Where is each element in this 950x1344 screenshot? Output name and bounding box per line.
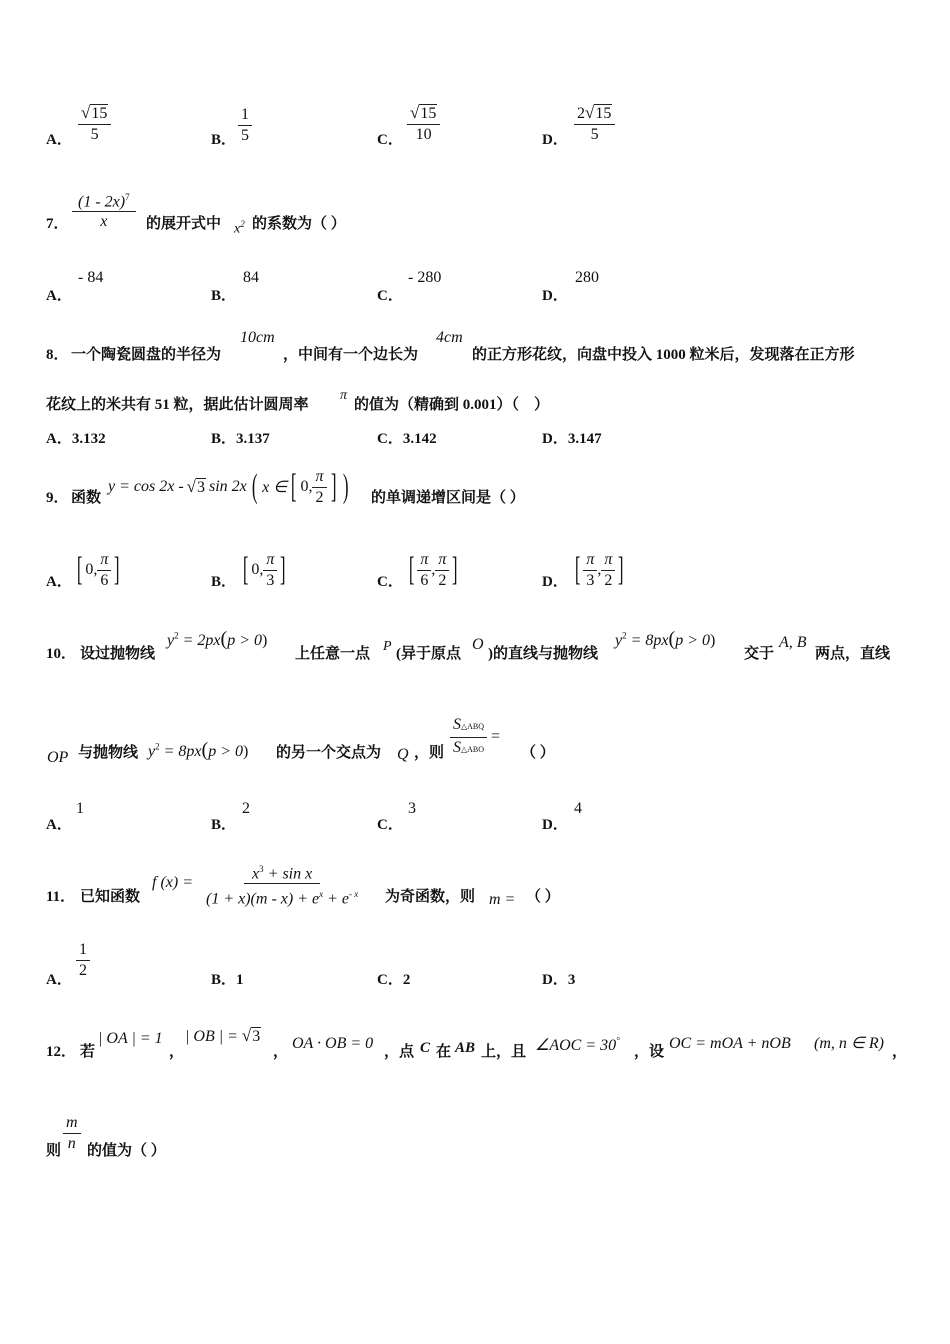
q12-text-2: ，点 — [384, 1044, 415, 1060]
q6-option-a-label: A． — [46, 132, 72, 148]
q12-text-6: 的值为（ ） — [87, 1143, 166, 1159]
q11-fx: f (x) = — [152, 874, 193, 891]
q12-ob: | OB | = √ 3 — [185, 1026, 261, 1045]
q10-point-q: Q — [397, 746, 409, 763]
q8-text-3: 的正方形花纹，向盘中投入 1000 粒米后，发现落在正方形 — [472, 347, 855, 363]
q12-text-1: 若 — [80, 1044, 96, 1060]
q7-option-a-value: - 84 — [78, 269, 104, 286]
q6-option-b-label: B． — [211, 132, 237, 148]
q12-angle: ∠AOC = 30° — [535, 1035, 620, 1054]
q6-option-b-value: $\frac{1}{5}$ — [238, 106, 252, 145]
q10-points-ab: A, B — [779, 634, 807, 651]
q6-option-c-value: √ 15 10 — [407, 104, 440, 144]
q12-comma-2: ， — [273, 1044, 289, 1060]
q8-line-2b: 的值为（精确到 0.001）（ ） — [354, 397, 550, 413]
q8-number: 8． — [46, 347, 69, 363]
q12-text-5: ，设 — [634, 1044, 665, 1060]
q6-option-d-value: 2 √ 15 5 — [574, 104, 615, 144]
q9-text-2: 的单调递增区间是（ ） — [371, 490, 525, 506]
q9-number: 9． — [46, 490, 69, 506]
q8-side: 4cm — [436, 329, 463, 346]
q10-option-a-label: A． — [46, 817, 72, 833]
q12-condition: (m, n ∈ R) — [814, 1035, 884, 1052]
q8-option-c: C．3.142 — [377, 431, 437, 447]
q6-option-d-label: D． — [542, 132, 568, 148]
q8-line-2a: 花纹上的米共有 51 粒，据此估计圆周率 — [46, 397, 309, 413]
q8-radius: 10cm — [240, 329, 275, 346]
q9-option-b-label: B． — [211, 574, 237, 590]
q9-option-b-value: [ 0, $\frac{\pi}{3}$ ] — [242, 550, 286, 589]
q11-option-a-value: $\frac{1}{2}$ — [76, 941, 90, 980]
q10-text-6: 两点，直线 — [815, 646, 891, 662]
q10-point-o: O — [472, 636, 484, 653]
q10-point-p: P — [383, 639, 392, 654]
q9-text-1: 函数 — [71, 490, 102, 506]
q10-option-b-label: B． — [211, 817, 237, 833]
q7-option-b-value: 84 — [243, 269, 259, 286]
q12-segment-ab: AB — [455, 1040, 476, 1056]
q8-option-b: B．3.137 — [211, 431, 270, 447]
q11-m: m = — [489, 891, 516, 908]
q12-point-c: C — [420, 1040, 431, 1056]
q7-option-b-label: B． — [211, 288, 237, 304]
q10-option-d-label: D． — [542, 817, 568, 833]
q8-option-a: A．3.132 — [46, 431, 106, 447]
q10-text-4: )的直线与抛物线 — [488, 646, 598, 662]
q9-option-c-value: [ $\frac{\pi}{6}$ , $\frac{\pi}{2}$ ] — [408, 550, 458, 589]
q11-option-b: B．1 — [211, 972, 244, 988]
q10-curve-3: $y^2 = 8px(p > 0)$ — [148, 739, 249, 761]
q11-text-2: 为奇函数，则 — [385, 889, 476, 905]
q7-option-c-value: - 280 — [408, 269, 442, 286]
q12-number: 12． — [46, 1044, 77, 1060]
q10-option-b-value: 2 — [242, 800, 250, 817]
q11-option-a-label: A． — [46, 972, 72, 988]
q9-function: y = cos 2x - √ 3 sin 2x ( x ∈ [ 0, $\frac{\pi}{2}$ ] ) — [108, 467, 349, 506]
q10-option-d-value: 4 — [574, 800, 582, 817]
q12-comma-1: ， — [169, 1044, 185, 1060]
q11-option-c: C．2 — [377, 972, 411, 988]
q11-fraction: $\frac{x^3 + \sin x}{(1 + x)(m - x) + e^x + e^{- x}}$ — [203, 860, 361, 909]
q9-option-d-label: D． — [542, 574, 568, 590]
q11-text-1: 已知函数 — [80, 889, 141, 905]
q10-text-9: ，则 — [414, 745, 445, 761]
q12-fraction: $\frac{m}{n}$ — [63, 1114, 81, 1153]
q7-number: 7． — [46, 216, 69, 232]
q9-option-d-value: [ $\frac{\pi}{3}$ , $\frac{\pi}{2}$ ] — [574, 550, 624, 589]
q10-text-5: 交于 — [744, 646, 775, 662]
q9-option-a-label: A． — [46, 574, 72, 590]
q10-text-3: (异于原点 — [396, 646, 461, 662]
q8-pi: π — [340, 388, 348, 403]
q10-text-2: 上任意一点 — [295, 646, 371, 662]
q10-text-10: （ ） — [521, 745, 555, 761]
q7-option-a-label: A． — [46, 288, 72, 304]
q12-dot-product: OA · OB = 0 — [292, 1035, 374, 1052]
q6-option-c-label: C． — [377, 132, 403, 148]
q8-text-2: ，中间有一个边长为 — [283, 347, 419, 363]
q7-option-d-label: D． — [542, 288, 568, 304]
q12-text-4: 上，且 — [481, 1044, 527, 1060]
q7-option-c-label: C． — [377, 288, 403, 304]
q12-text-3: 在 — [436, 1044, 452, 1060]
q10-text-1: 设过抛物线 — [80, 646, 156, 662]
q11-text-3: （ ） — [526, 889, 560, 905]
q11-option-d: D．3 — [542, 972, 576, 988]
q7-option-d-value: 280 — [575, 269, 599, 286]
q9-option-a-value: [ 0, $\frac{\pi}{6}$ ] — [76, 550, 120, 589]
q7-fraction: $\frac{(1 - 2x)^7}{x}$ — [72, 188, 136, 231]
q7-variable: $x^2$ — [234, 219, 245, 237]
q10-option-c-label: C． — [377, 817, 403, 833]
q12-oc-expression: OC = mOA + nOB — [669, 1035, 791, 1052]
q12-comma-3: ， — [892, 1044, 908, 1060]
q6-option-a-value: √ 15 5 — [78, 104, 111, 144]
q12-oa: | OA | = 1 — [98, 1030, 163, 1047]
q8-option-d: D．3.147 — [542, 431, 602, 447]
q9-option-c-label: C． — [377, 574, 403, 590]
q7-text-1: 的展开式中 — [146, 216, 222, 232]
q10-area-ratio: $\frac{\text{S△ABQ}}{\text{S△ABO}}$ = — [450, 716, 500, 759]
q10-option-a-value: 1 — [76, 800, 84, 817]
q11-number: 11． — [46, 889, 76, 905]
q8-text-1: 一个陶瓷圆盘的半径为 — [71, 347, 222, 363]
q10-text-8: 的另一个交点为 — [276, 745, 382, 761]
q10-line-op: OP — [47, 749, 69, 766]
q10-curve-1: $y^2 = 2px(p > 0)$ — [167, 628, 268, 650]
q10-curve-2: $y^2 = 8px(p > 0)$ — [615, 628, 716, 650]
q12-then: 则 — [46, 1143, 62, 1159]
q10-number: 10． — [46, 646, 77, 662]
q7-text-2: 的系数为（ ） — [252, 216, 346, 232]
q10-text-7: 与抛物线 — [78, 745, 139, 761]
q10-option-c-value: 3 — [408, 800, 416, 817]
